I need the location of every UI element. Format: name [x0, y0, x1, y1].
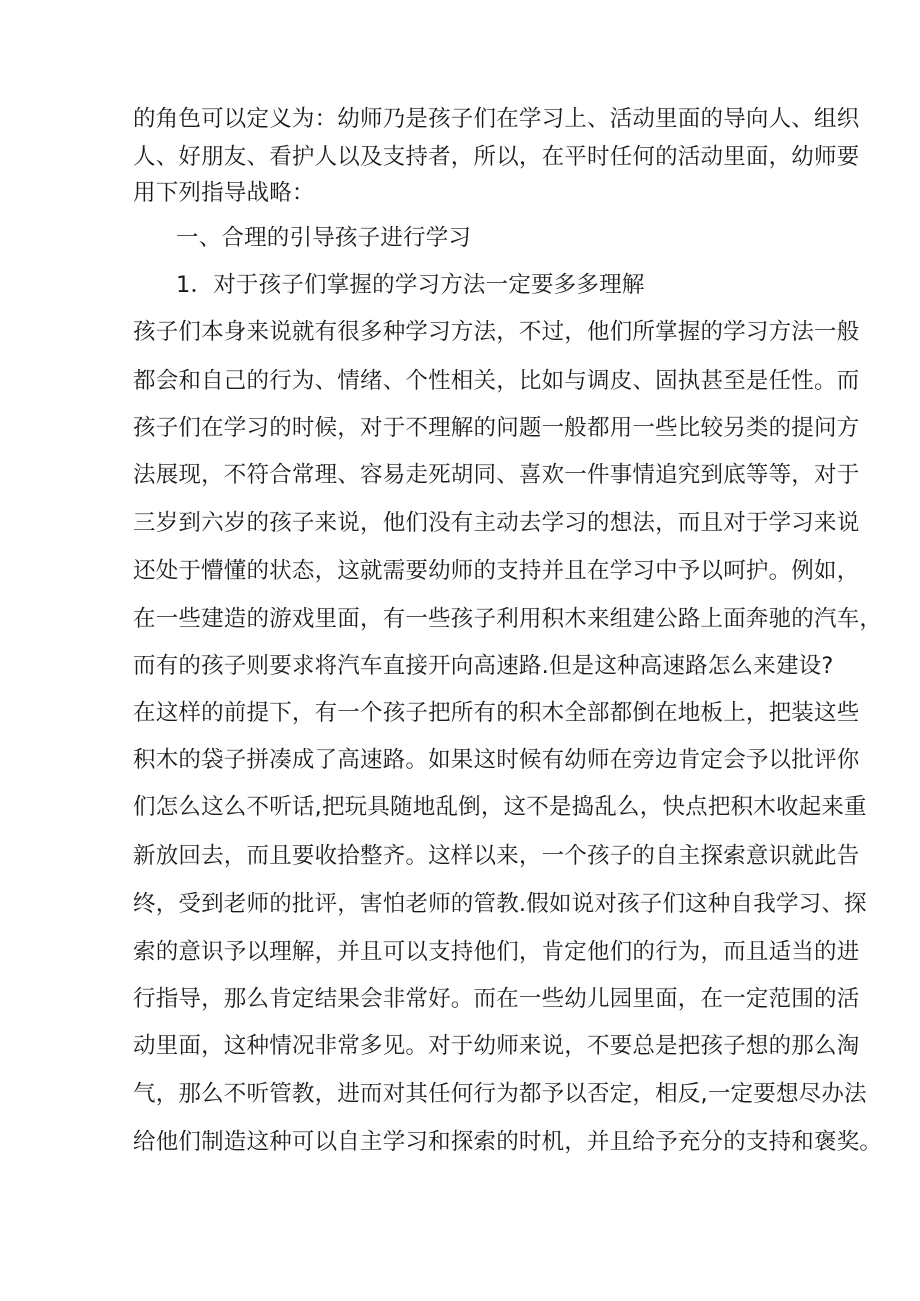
- body-line: 气，那么不听管教，进而对其任何行为都予以否定，相反,一定要想尽办法: [133, 1081, 867, 1107]
- body-line: 动里面，这种情况非常多见。对于幼师来说，不要总是把孩子想的那么淘: [133, 1033, 860, 1059]
- subsection-heading: 1．对于孩子们掌握的学习方法一定要多多理解: [176, 272, 645, 298]
- section-heading: 一、合理的引导孩子进行学习: [176, 225, 472, 251]
- body-line: 都会和自己的行为、情绪、个性相关，比如与调皮、固执甚至是任性。而: [133, 368, 860, 394]
- body-line: 三岁到六岁的孩子来说，他们没有主动去学习的想法，而且对于学习来说: [133, 510, 860, 536]
- body-line: 终，受到老师的批评，害怕老师的管教.假如说对孩子们这种自我学习、探: [133, 891, 867, 917]
- body-line: 在一些建造的游戏里面，有一些孩子利用积木来组建公路上面奔驰的汽车，: [133, 606, 883, 632]
- body-line: 索的意识予以理解，并且可以支持他们，肯定他们的行为，而且适当的进: [133, 939, 860, 965]
- body-line: 孩子们本身来说就有很多种学习方法，不过，他们所掌握的学习方法一般: [133, 319, 860, 345]
- body-line: 新放回去，而且要收拾整齐。这样以来，一个孩子的自主探索意识就此告: [133, 843, 860, 869]
- body-line: 而有的孩子则要求将汽车直接开向高速路.但是这种高速路怎么来建设?: [133, 653, 834, 679]
- body-line: 给他们制造这种可以自主学习和探索的时机，并且给予充分的支持和褒奖。: [133, 1129, 883, 1155]
- body-line: 孩子们在学习的时候，对于不理解的问题一般都用一些比较另类的提问方: [133, 415, 860, 441]
- body-line: 们怎么这么不听话,把玩具随地乱倒，这不是捣乱么，快点把积木收起来重: [133, 794, 867, 820]
- intro-line: 用下列指导战略：: [133, 180, 315, 206]
- body-line: 行指导，那么肯定结果会非常好。而在一些幼儿园里面，在一定范围的活: [133, 986, 860, 1012]
- body-line: 积木的袋子拼凑成了高速路。如果这时候有幼师在旁边肯定会予以批评你: [133, 747, 860, 773]
- intro-line: 人、好朋友、看护人以及支持者，所以，在平时任何的活动里面，幼师要: [133, 144, 860, 170]
- body-line: 在这样的前提下，有一个孩子把所有的积木全部都倒在地板上，把装这些: [133, 700, 860, 726]
- body-line: 还处于懵懂的状态，这就需要幼师的支持并且在学习中予以呵护。例如，: [133, 558, 860, 584]
- intro-line: 的角色可以定义为：幼师乃是孩子们在学习上、活动里面的导向人、组织: [133, 106, 860, 132]
- body-line: 法展现，不符合常理、容易走死胡同、喜欢一件事情追究到底等等，对于: [133, 462, 860, 488]
